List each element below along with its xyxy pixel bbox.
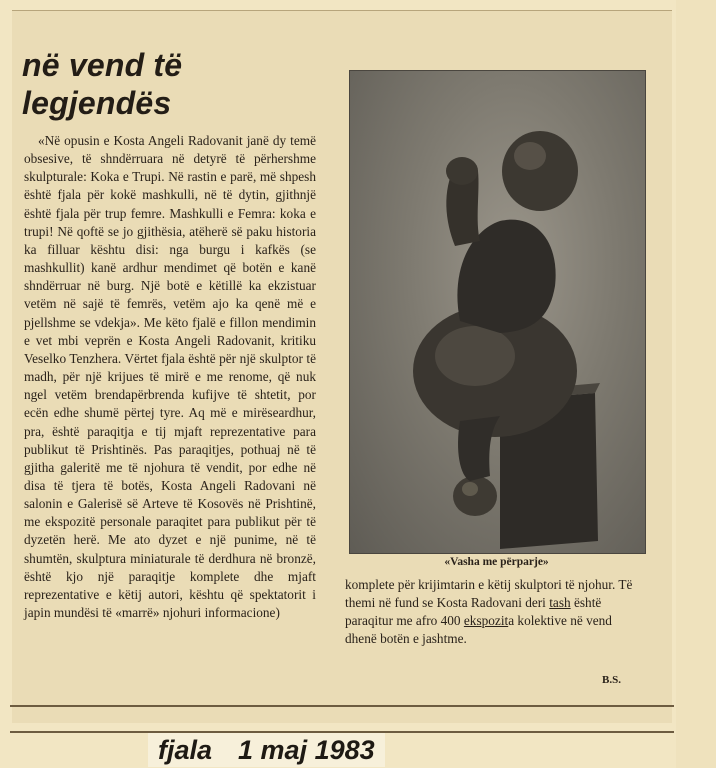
continuation-text-a: komplete për krijimtarin e këtij skulptori të njohur. Të themi në fund se Kosta Radovani deri — [345, 577, 633, 611]
page-edge — [676, 0, 716, 768]
continuation-text-e: a kolektive në vend dhenë botën e jashtme. — [345, 613, 612, 647]
bleed-through-text — [350, 12, 670, 60]
publication-name: fjala — [158, 735, 213, 765]
author-signature: B.S. — [602, 674, 621, 686]
photo-caption: «Vasha me përparje» — [444, 556, 549, 568]
headline-line-1: në vend të — [22, 47, 183, 83]
continuation-text-c: është paraqitur me afro 400 — [345, 595, 602, 629]
publication-date: 1 maj 1983 — [238, 735, 375, 765]
continuation-text-d: ekspozit — [463, 613, 509, 629]
article-continuation — [345, 576, 640, 648]
article-headline — [22, 46, 342, 122]
continuation-text-b: tash — [549, 595, 571, 611]
headline-line-2: legjendës — [22, 85, 172, 121]
clipping-border-lines — [10, 705, 674, 733]
article-body: «Në opusin e Kosta Angeli Radovanit janë dy temë obsesive, të shndërruara në detyrë të përhershme skulpturale: Koka e Trupi. Në rastin e parë, më shpesh është fjala për kokë mashkulli, në të dytin, gjithnjë është fjala për trup femre. Mashkulli e Femra: koka e trupi! Në qoftë se jo gjithësia, atëherë së paku historia ka filluar kështu disi: nga burgu i kafkës (se mashkullit) kanë ardhur mendimet që botën e kanë shndërruar në burg. Një botë e këtillë ka ekzistuar vetëm në sajë të femrës, vetëm ajo ka qenë më e pjellshme se vdekja». Me këto fjalë e fillon mendimin e vet mbi veprën e Kosta Angeli Radovanit, kritiku Veselko Tenzhera. Vërtet fjala është për një skulptor të madh, për një krijues të mirë e me renome, që nuk ngel vetëm brendapërbrenda kufijve të shtetit, por ecën edhe shumë përtej tyre. Aq më e mirëseardhur, pra, është paraqitja e tij mjaft reprezentative para publikut të Prishtinës. Pas paraqitjes, pothuaj në të gjitha galeritë me të njohura të vendit, por edhe në disa të tjera të botës, Kosta Angeli Radovani në salonin e Galerisë së Arteve të Kosovës në Prishtinë, me ekspozitë personale paraqitet para publikut për të dyzetën herë. Me ato dyzet e një punime, në të shumtën, skulptura miniaturale të derdhura në bronzë, është kjo një paraqitje komplete dhe mjaft reprezentative e këtij autori, kështu që spektatorit i japin mundësi të «marrë» njohuri informacione) — [24, 133, 316, 621]
bronze-sculpture-image — [350, 71, 645, 553]
sculpture-photo — [349, 70, 646, 554]
publication-footer — [148, 733, 385, 767]
